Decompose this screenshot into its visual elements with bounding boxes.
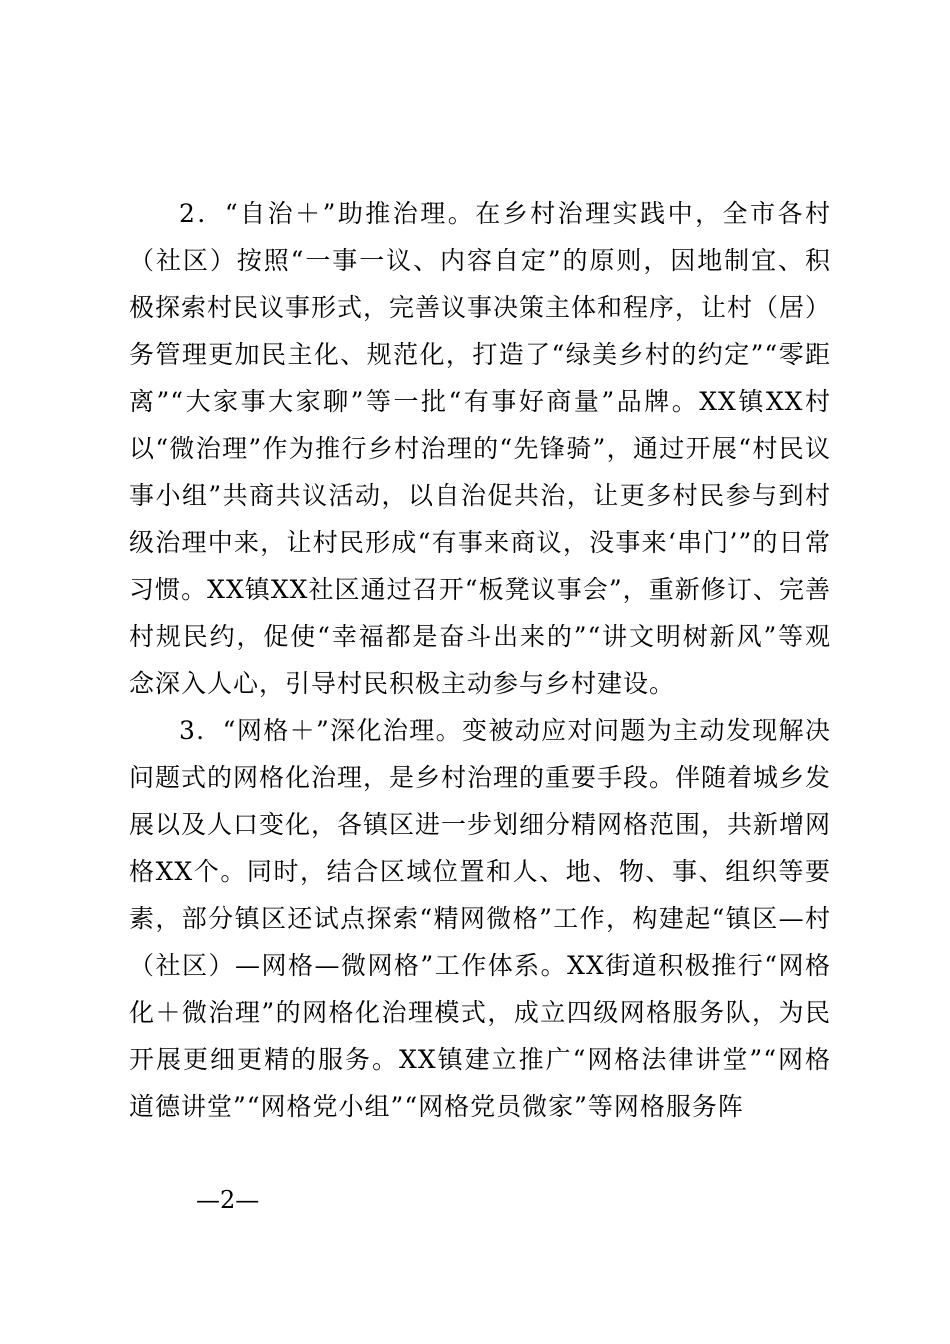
page-number: —2— — [196, 1186, 260, 1214]
paragraph-grid-plus: 3．“网格＋”深化治理。变被动应对问题为主动发现解决问题式的网格化治理，是乡村治理的重要手段。伴随着城乡发展以及人口变化，各镇区进一步划细分精网格范围，共新增网格XX个。同时，结合区域位置和人、地、物、事、组织等要素，部分镇区还试点探索“精网微格”工作，构建起“镇区—村（社区）—网格—微网格”工作体系。XX街道积极推行“网格化＋微治理”的网格化治理模式，成立四级网格服务队，为民开展更细更精的服务。XX镇建立推广“网格法律讲堂”“网格道德讲堂”“网格党小组”“网格党员微家”等网格服务阵 — [129, 716, 832, 1121]
paragraph-autonomy-plus: 2．“自治＋”助推治理。在乡村治理实践中，全市各村（社区）按照“一事一议、内容自定”的原则，因地制宜、积极探索村民议事形式，完善议事决策主体和程序，让村（居）务管理更加民主化、规范化，打造了“绿美乡村的约定”“零距离”“大家事大家聊”等一批“有事好商量”品牌。XX镇XX村以“微治理”作为推行乡村治理的“先锋骑”，通过开展“村民议事小组”共商共议活动，以自治促共治，让更多村民参与到村级治理中来，让村民形成“有事来商议，没事来‘串门’”的日常习惯。XX镇XX社区通过召开“板凳议事会”，重新修订、完善村规民约，促使“幸福都是奋斗出来的”“讲文明树新风”等观念深入人心，引导村民积极主动参与乡村建设。 — [129, 199, 832, 698]
body-text — [129, 190, 831, 1130]
